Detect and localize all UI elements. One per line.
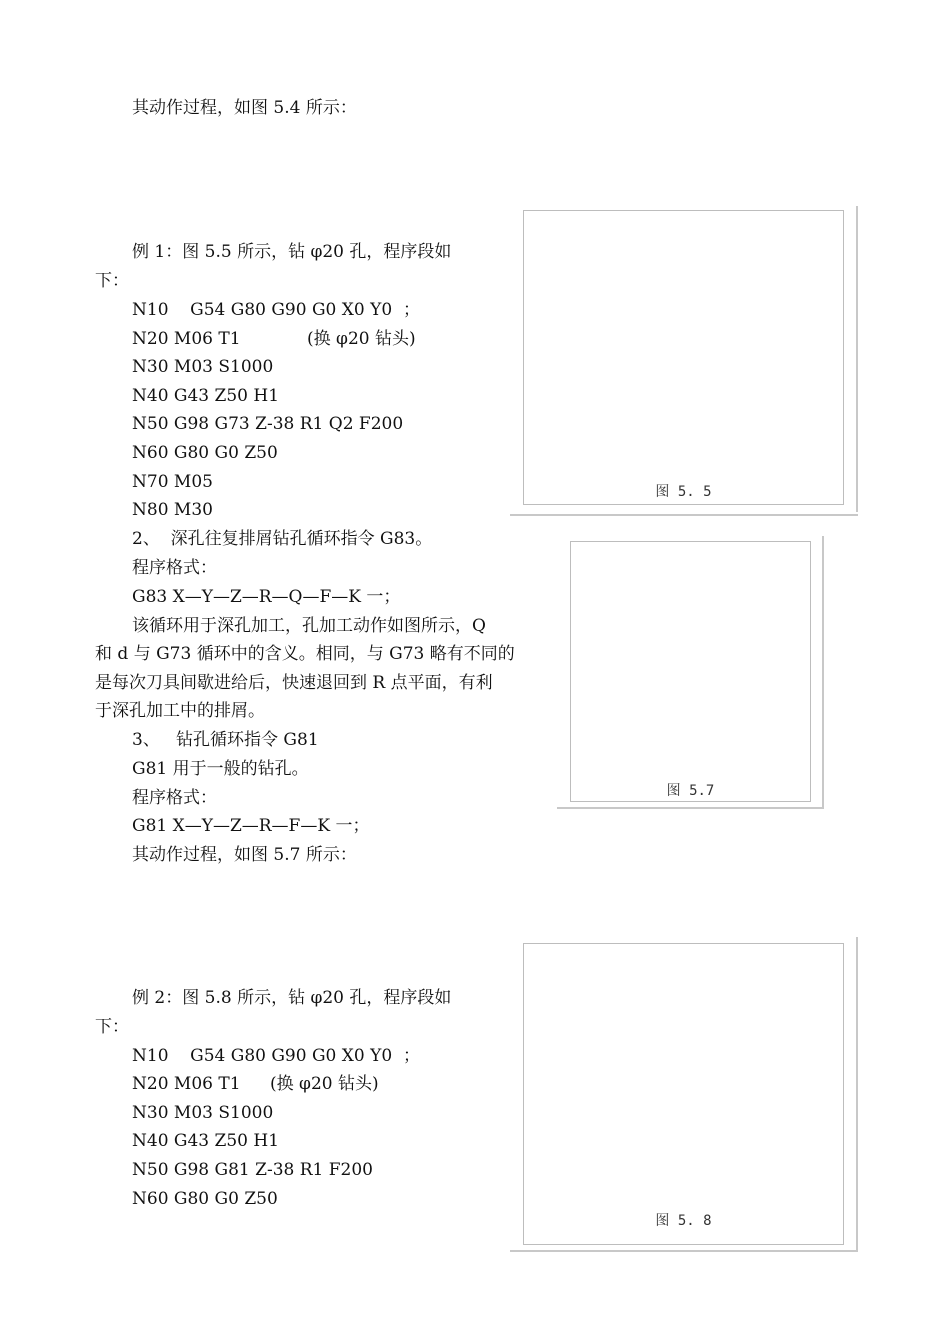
g83-desc-line: 是每次刀具间歇进给后，快速退回到 R 点平面，有利 bbox=[95, 673, 493, 693]
example2-code-line: N50 G98 G81 Z-38 R1 F200 bbox=[132, 1160, 373, 1180]
example2-code-line: N40 G43 Z50 H1 bbox=[132, 1131, 280, 1151]
example1-code-line: N30 M03 S1000 bbox=[132, 357, 274, 377]
g83-format: G83 X—Y—Z—R—Q—F—K 一； bbox=[132, 587, 401, 607]
figure-shadow bbox=[856, 206, 858, 512]
figure-5-7-frame bbox=[570, 541, 811, 802]
figure-5-8-caption: 图 5. 8 bbox=[655, 1213, 712, 1229]
example1-comment: (换 φ20 钻头) bbox=[307, 329, 416, 349]
figure-shadow bbox=[557, 807, 824, 809]
example2-comment: (换 φ20 钻头) bbox=[270, 1074, 379, 1094]
figure-shadow bbox=[510, 514, 858, 516]
example1-code-line: N20 M06 T1 bbox=[132, 329, 241, 349]
g81-format: G81 X—Y—Z—R—F—K 一； bbox=[132, 816, 370, 836]
example1-title-line1: 例 1：图 5.5 所示，钻 φ20 孔，程序段如 bbox=[132, 242, 452, 262]
g83-desc-line: 于深孔加工中的排屑。 bbox=[95, 701, 265, 721]
figure-5-5-frame bbox=[523, 210, 844, 505]
figure-shadow bbox=[510, 1250, 858, 1252]
figure-5-7-caption: 图 5.7 bbox=[666, 783, 715, 799]
g81-heading: 3、 钻孔循环指令 G81 bbox=[132, 730, 319, 750]
example1-code-line: N50 G98 G73 Z-38 R1 Q2 F200 bbox=[132, 414, 404, 434]
example2-title-line2: 下： bbox=[95, 1017, 129, 1037]
example1-code-line: N70 M05 bbox=[132, 472, 213, 492]
example2-code-line: N60 G80 G0 Z50 bbox=[132, 1189, 278, 1209]
figure-shadow bbox=[822, 536, 824, 808]
figure-shadow bbox=[856, 937, 858, 1252]
example2-code-line: N30 M03 S1000 bbox=[132, 1103, 274, 1123]
example1-code-line: N10 G54 G80 G90 G0 X0 Y0 ； bbox=[132, 300, 420, 320]
g83-desc-line: 该循环用于深孔加工，孔加工动作如图所示，Q bbox=[132, 616, 486, 636]
g81-desc: G81 用于一般的钻孔。 bbox=[132, 759, 309, 779]
example1-code-line: N60 G80 G0 Z50 bbox=[132, 443, 278, 463]
figure-5-8-frame bbox=[523, 943, 844, 1245]
intro-text: 其动作过程，如图 5.4 所示： bbox=[132, 98, 357, 118]
g81-process: 其动作过程，如图 5.7 所示： bbox=[132, 845, 357, 865]
g83-heading: 2、 深孔往复排屑钻孔循环指令 G83。 bbox=[132, 529, 433, 549]
example2-code-line: N20 M06 T1 bbox=[132, 1074, 241, 1094]
example1-title-line2: 下： bbox=[95, 271, 129, 291]
example2-title-line1: 例 2：图 5.8 所示，钻 φ20 孔，程序段如 bbox=[132, 988, 452, 1008]
g83-desc-line: 和 d 与 G73 循环中的含义。相同，与 G73 略有不同的 bbox=[95, 644, 515, 664]
figure-5-5-caption: 图 5. 5 bbox=[655, 484, 712, 500]
g81-format-label: 程序格式： bbox=[132, 788, 217, 808]
example2-code-line: N10 G54 G80 G90 G0 X0 Y0 ； bbox=[132, 1046, 420, 1066]
example1-code-line: N80 M30 bbox=[132, 500, 213, 520]
example1-code-line: N40 G43 Z50 H1 bbox=[132, 386, 280, 406]
g83-format-label: 程序格式： bbox=[132, 558, 217, 578]
